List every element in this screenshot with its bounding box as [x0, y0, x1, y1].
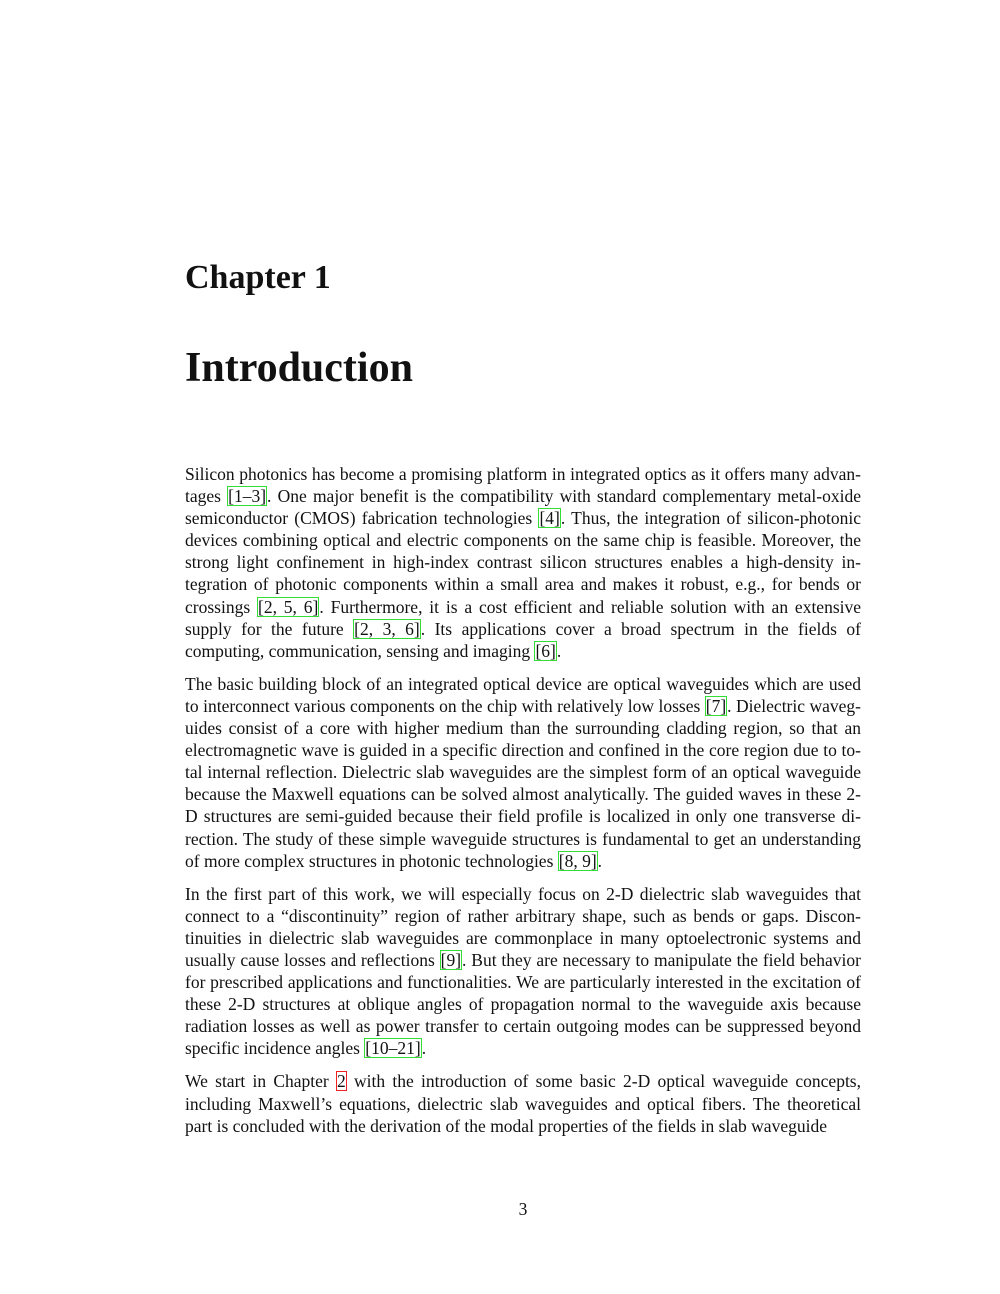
citation-link[interactable]: [10–21] — [365, 1038, 421, 1059]
citation-link[interactable]: [2, 3, 6] — [354, 618, 420, 639]
paragraph-text: with the introduction of some basic 2-D optical waveguide concepts, including Maxwell’s equations, dielectric slab waveguides and optical fibers. The theoretical part is concluded with the derivation of the modal properties of the fields in slab waveguide — [185, 1071, 861, 1136]
paragraph-text: . — [597, 850, 603, 871]
citation-link[interactable]: [1–3] — [228, 486, 267, 507]
citation-link[interactable]: [6] — [535, 640, 556, 661]
paragraph-text: Silicon photonics has become a promising platform in integrated optics as it offers many advantages — [185, 464, 861, 507]
citation-link[interactable]: [2, 5, 6] — [258, 596, 319, 617]
paragraph — [185, 463, 861, 662]
citation-link[interactable]: [8, 9] — [558, 850, 597, 871]
paragraph — [185, 673, 861, 872]
paragraph-text: . One major benefit is the compatibility with standard complementary metal-oxide semiconductor (CMOS) fabrication technologies — [185, 486, 861, 529]
citation-link[interactable]: [7] — [705, 695, 727, 716]
citation-link[interactable]: [4] — [539, 508, 560, 529]
chapter-ref-link[interactable]: 2 — [337, 1071, 346, 1092]
paragraph-text: The basic building block of an integrated optical device are optical waveguides which are used to interconnect various components on the chip with relatively low losses — [185, 673, 861, 716]
paragraph-text: . — [421, 1038, 427, 1059]
paragraph-text: . But they are necessary to manipulate the field behavior for prescribed applications and functionalities. We are particularly interested in the excitation of these 2-D structures at oblique angles of propagation normal to the waveguide axis because radiation losses as well as power transfer to certain outgoing modes can be suppressed beyond specific incidence angles — [185, 949, 861, 1059]
paragraph-text: In the first part of this work, we will especially focus on 2-D dielectric slab waveguides that connect to a “discontinuity” region of rather arbitrary shape, such as bends or gaps. Discontinuities in dielectric slab waveguides are commonplace in many optoelectronic systems and usually cause losses and reflections — [185, 883, 861, 970]
paragraph-text: . Its applications cover a broad spectrum in the fields of computing, communication, sensing and imaging — [185, 618, 861, 661]
page-number: 3 — [518, 1199, 528, 1219]
chapter-label: Chapter 1 — [185, 259, 331, 296]
paragraph-text: . Dielectric waveguides consist of a core with higher medium than the surrounding cladding region, so that an electromagnetic wave is guided in a specific direction and confined in the core region due to total internal reflection. Dielectric slab waveguides are the simplest form of an optical waveguide because the Maxwell equations can be solved almost analytically. The guided waves in these 2-D structures are semi-guided because their field profile is localized in only one transverse direction. The study of these simple waveguide structures is fundamental to get an understanding of more complex structures in photonic technologies — [185, 695, 861, 871]
paragraph — [185, 883, 861, 1060]
paragraph-text: . Thus, the integration of silicon-photonic devices combining optical and electric components on the same chip is feasible. Moreover, the strong light confinement in high-index contrast silicon structures enables a high-density integration of photonic components within a small area and makes it robust, e.g., for bends or crossings — [185, 508, 862, 617]
body-text — [185, 463, 861, 1148]
paragraph-text: . Furthermore, it is a cost efficient and reliable solution with an extensive supply for the future — [185, 596, 862, 639]
chapter-title: Introduction — [185, 345, 413, 391]
paragraph-text: We start in Chapter — [185, 1071, 337, 1092]
paragraph-text: . — [556, 640, 562, 661]
paragraph — [185, 1070, 861, 1136]
citation-link[interactable]: [9] — [440, 949, 462, 970]
